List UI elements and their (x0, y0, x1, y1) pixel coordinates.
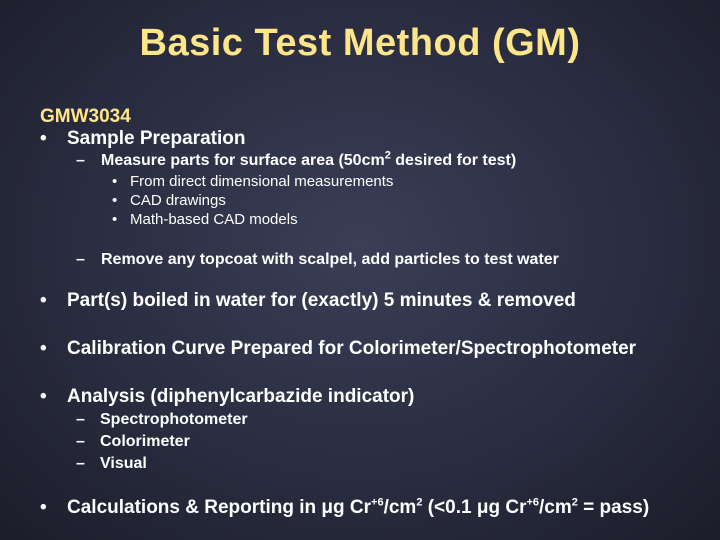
bullet-boiled-in-water: • Part(s) boiled in water for (exactly) 5 minutes & removed (40, 290, 576, 311)
dash-marker: – (76, 152, 85, 169)
subsubbullet-cad-drawings: • CAD drawings (112, 192, 226, 209)
dash-marker: – (76, 251, 85, 268)
dash-marker: – (76, 433, 85, 450)
bullet-marker: • (40, 338, 47, 359)
bullet-marker: • (112, 211, 118, 228)
subsubbullet-math-cad-models: • Math-based CAD models (112, 211, 298, 228)
subbullet-colorimeter: – Colorimeter (76, 433, 190, 450)
bullet-marker: • (40, 290, 47, 311)
bullet-text: Sample Preparation (67, 128, 246, 149)
subbullet-measure-parts: – Measure parts for surface area ($50cm^2$ desired for test) (76, 149, 517, 169)
method-code: GMW3034 (40, 106, 131, 127)
bullet-marker: • (40, 497, 47, 518)
slide-title: Basic Test Method (GM) (139, 22, 581, 64)
bullet-marker: • (112, 192, 118, 209)
bullet-marker: • (112, 173, 118, 190)
bullet-calibration-curve: • Calibration Curve Prepared for Colorimeter/Spectrophotometer (40, 338, 637, 359)
dash-marker: – (76, 411, 85, 428)
bullet-marker: • (40, 386, 47, 407)
subbullet-visual: – Visual (76, 455, 147, 472)
bullet-analysis: • Analysis (diphenylcarbazide indicator) (40, 386, 415, 407)
dash-marker: – (76, 455, 85, 472)
bullet-sample-preparation (40, 128, 245, 150)
bullet-calculations-reporting: • Calculations & Reporting in μg $Cr^{+6}/cm^2$ (<0.1 μg $Cr^{+6}/cm^2$ = pass) (40, 496, 650, 518)
subsubbullet-direct-measurements: • From direct dimensional measurements (112, 173, 394, 190)
bullet-marker: • (40, 128, 47, 149)
subbullet-spectrophotometer: – Spectrophotometer (76, 411, 248, 428)
subbullet-remove-topcoat: – Remove any topcoat with scalpel, add particles to test water (76, 251, 559, 268)
